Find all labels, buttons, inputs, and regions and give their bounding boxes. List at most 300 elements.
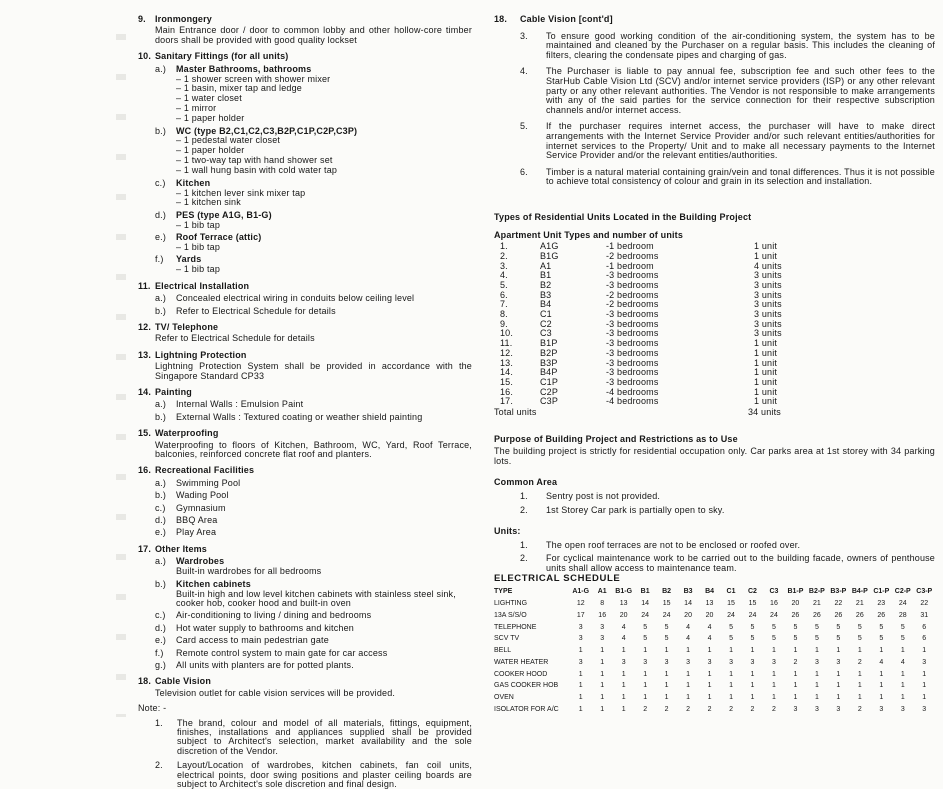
electrical-cell-value: 20 [705,611,714,619]
sub-item-body [176,528,472,537]
unit-bedrooms: -3 bedrooms [606,347,659,358]
electrical-cell-value: 15 [748,599,757,607]
sub-item-body [176,504,472,513]
numbered-item [520,168,935,187]
section-number: 12. [138,321,152,332]
sub-item [155,557,472,576]
electrical-cell-value: 26 [877,611,886,619]
electrical-row [494,646,935,658]
units-rule-item [520,541,935,551]
apartment-row-number: 15. [500,376,514,387]
unit-code: C3P [540,396,559,407]
sub-item [155,127,472,176]
sub-item-text: Refer to Electrical Schedule for details [176,305,336,316]
electrical-cell-value: 1 [922,694,927,702]
electrical-cell-value: 1 [578,682,583,690]
numbered-item [520,122,935,160]
sub-item [155,624,472,633]
apartment-row [494,339,935,349]
sub-item-label: d.) [155,209,167,220]
electrical-cell-value: 4 [900,658,905,666]
unit-code: A1G [540,241,559,252]
unit-bedrooms: -3 bedrooms [606,318,659,329]
electrical-cell-value: 3 [664,658,669,666]
unit-bedrooms: -3 bedrooms [606,270,659,281]
electrical-cell-value: 5 [879,635,884,643]
electrical-cell-value: 1 [836,670,841,678]
fitting-item: – 1 shower screen with shower mixer [176,73,331,84]
electrical-cell-value: 1 [836,694,841,702]
sub-item [155,255,472,274]
electrical-row-label: LIGHTING [494,599,528,607]
electrical-cell-value: 1 [836,647,841,655]
sub-item [155,233,472,252]
electrical-cell-value: 20 [791,599,800,607]
sub-item-body [176,255,472,274]
unit-type-column-header: B1-P [787,588,804,596]
electrical-cell-value: 24 [662,611,671,619]
sub-item-body [176,233,472,252]
apartment-row-number: 12. [500,347,514,358]
sub-item [155,661,472,670]
section-paragraph: Television outlet for cable vision services will be provided. [155,687,396,698]
item-text: Sentry post is not provided. [546,491,661,502]
electrical-row-label: TELEPHONE [494,623,537,631]
electrical-cell-value: 1 [664,682,669,690]
unit-count: 4 units [754,260,782,271]
electrical-cell-value: 6 [922,635,927,643]
section-title: Cable Vision [155,676,212,687]
left-column [138,14,472,789]
section-title: Waterproofing [155,428,219,439]
apartment-row [494,368,935,378]
sub-item-text: Internal Walls : Emulsion Paint [176,399,304,410]
electrical-cell-value: 24 [770,611,778,619]
electrical-cell-value: 3 [750,658,755,666]
electrical-cell-value: 23 [877,599,886,607]
section-title: Lightning Protection [155,349,247,360]
unit-code: B4 [540,299,552,310]
unit-bedrooms: -3 bedrooms [606,357,659,368]
note-number: 1. [155,717,163,728]
numbered-item [520,67,935,115]
unit-type-column-header: C2-P [894,588,911,596]
section-title: TV/ Telephone [155,321,219,332]
electrical-cell-value: 1 [729,647,733,655]
sub-item-title: Kitchen cabinets [176,578,251,589]
sub-item-label: a.) [155,556,167,567]
cable-vision-contd-heading [494,15,935,25]
electrical-cell-value: 5 [772,635,776,643]
unit-bedrooms: -1 bedroom [606,241,654,252]
electrical-cell-value: 5 [643,623,648,631]
electrical-cell-value: 5 [857,635,862,643]
sub-item-title: Wardrobes [176,556,225,567]
electrical-cell-value: 1 [600,658,605,666]
electrical-cell-value: 1 [793,647,798,655]
section-number: 17. [138,543,152,554]
electrical-cell-value: 1 [836,682,841,690]
section-number: 13. [138,349,152,360]
electrical-cell-value: 20 [684,611,692,619]
apartment-row-number: 13. [500,357,514,368]
sub-item-label: b.) [155,411,167,422]
electrical-cell-value: 5 [793,623,798,631]
section [138,429,472,459]
electrical-cell-value: 3 [836,705,841,713]
sub-item-text: Wading Pool [176,490,229,501]
apartment-row [494,378,935,388]
sub-item-label: a.) [155,293,167,304]
unit-bedrooms: -2 bedrooms [606,299,659,310]
electrical-cell-value: 4 [686,635,691,643]
section-number: 11. [138,280,151,291]
electrical-row-label: GAS COOKER HOB [494,682,559,690]
electrical-cell-value: 2 [750,705,755,713]
sub-item-body [176,649,472,658]
electrical-cell-value: 1 [900,694,905,702]
unit-count: 3 units [754,279,782,290]
section-paragraph: Refer to Electrical Schedule for details [155,333,315,344]
electrical-cell-value: 15 [727,599,735,607]
electrical-schedule-table [494,587,935,717]
section-heading [138,677,472,686]
unit-count: 3 units [754,289,782,300]
section-heading [138,429,472,438]
electrical-cell-value: 5 [750,623,755,631]
electrical-cell-value: 2 [707,705,712,713]
electrical-cell-value: 1 [707,670,712,678]
electrical-cell-value: 1 [621,694,626,702]
electrical-row-label: SCV TV [494,635,520,643]
sub-item-label: d.) [155,622,167,633]
unit-code: A1 [540,260,552,271]
fitting-item: – 1 bib tap [176,242,221,253]
sub-item-label: f.) [155,647,164,658]
item-text: For cyclical maintenance work to be carried out to the building facade, owners of penthouse units shall allow access to maintenance team. [546,553,935,573]
electrical-cell-value: 3 [814,658,819,666]
electrical-cell-value: 5 [772,623,776,631]
sub-item-text: Play Area [176,527,217,538]
electrical-cell-value: 2 [772,705,776,713]
apartment-row [494,252,935,262]
sub-item-body [176,624,472,633]
electrical-cell-value: 1 [793,682,798,690]
sub-item-label: e.) [155,635,167,646]
electrical-cell-value: 1 [900,670,905,678]
sub-item [155,400,472,409]
sub-item-body [176,611,472,620]
unit-count: 3 units [754,318,782,329]
fitting-item: – 1 paper holder [176,145,245,156]
item-text: The open roof terraces are not to be enclosed or roofed over. [546,539,801,550]
note-label: Note: - [138,703,167,714]
sub-item-body [176,400,472,409]
unit-type-column-header: C1 [726,588,736,596]
electrical-row-label: OVEN [494,694,514,702]
electrical-cell-value: 1 [643,670,648,678]
apartment-row [494,388,935,398]
sub-item [155,211,472,230]
electrical-schedule-heading: ELECTRICAL SCHEDULE [494,572,621,584]
unit-code: B4P [540,367,558,378]
fitting-item: – 1 wall hung basin with cold water tap [176,165,338,176]
item-number: 6. [520,166,528,177]
electrical-cell-value: 3 [922,658,927,666]
unit-count: 1 unit [754,357,778,368]
unit-count: 1 unit [754,386,778,397]
electrical-cell-value: 1 [621,647,626,655]
electrical-cell-value: 5 [729,635,733,643]
electrical-cell-value: 1 [621,705,626,713]
electrical-cell-value: 1 [664,647,669,655]
sub-item-body [176,65,472,124]
electrical-cell-value: 3 [772,658,776,666]
unit-code: B2 [540,279,552,290]
apartment-row [494,271,935,281]
section-heading [138,545,472,554]
sub-item-text: Swimming Pool [176,477,241,488]
sub-item-label: a.) [155,63,167,74]
electrical-cell-value: 5 [643,635,648,643]
electrical-cell-value: 15 [662,599,671,607]
electrical-cell-value: 1 [772,670,776,678]
fitting-item: – 1 bib tap [176,219,221,230]
total-units-value: 34 units [748,407,781,418]
electrical-cell-value: 1 [879,682,884,690]
electrical-cell-value: 3 [643,658,648,666]
electrical-cell-value: 3 [578,635,583,643]
total-units-row [494,408,935,418]
electrical-cell-value: 1 [750,647,755,655]
apartment-row-number: 3. [500,260,508,271]
apartment-row-number: 5. [500,279,508,290]
electrical-cell-value: 24 [727,611,735,619]
electrical-cell-value: 3 [836,658,841,666]
apartment-row-number: 17. [500,396,514,407]
electrical-cell-value: 3 [793,705,798,713]
section-title: Cable Vision [cont'd] [520,14,613,24]
electrical-row [494,634,935,646]
electrical-cell-value: 3 [578,623,583,631]
electrical-cell-value: 2 [857,658,862,666]
sub-item [155,580,472,609]
electrical-cell-value: 1 [707,682,712,690]
fitting-item: – 1 basin, mixer tap and ledge [176,83,302,94]
sub-item [155,307,472,316]
section-number: 10. [138,51,152,62]
scan-binding-marks [116,0,126,717]
apartment-row-number: 16. [500,386,514,397]
electrical-row-label: COOKER HOOD [494,670,548,678]
electrical-cell-value: 1 [621,670,626,678]
electrical-cell-value: 1 [814,682,819,690]
electrical-cell-value: 17 [576,611,585,619]
unit-count: 3 units [754,299,782,310]
section [138,323,472,344]
electrical-cell-value: 4 [707,635,712,643]
electrical-cell-value: 1 [578,694,583,702]
sub-item-body [176,211,472,230]
electrical-cell-value: 1 [879,670,884,678]
sub-item-label: f.) [155,254,164,265]
unit-type-column-header: B2-P [808,588,825,596]
electrical-cell-value: 1 [922,682,927,690]
sub-item-label: b.) [155,305,167,316]
sub-item-title: Kitchen [176,177,211,188]
sub-item-text: Concealed electrical wiring in conduits below ceiling level [176,293,415,304]
electrical-cell-value: 20 [619,611,628,619]
electrical-cell-value: 16 [770,599,778,607]
electrical-cell-value: 28 [898,611,907,619]
apartment-row [494,291,935,301]
fitting-item: – 1 kitchen lever sink mixer tap [176,187,306,198]
purpose-text: The building project is strictly for residential occupation only. Car parks area at 1st storey with 34 parking lots. [494,446,935,466]
unit-bedrooms: -3 bedrooms [606,328,659,339]
electrical-cell-value: 1 [814,647,819,655]
sub-item-label: b.) [155,490,167,501]
apartment-row-number: 1. [500,241,508,252]
note-text: The brand, colour and model of all materials, fittings, equipment, finishes, installations and appliances supplied shall be provided subject to Architect's selection, market availability and the sole discretion of the Vendor. [177,717,472,756]
unit-count: 1 unit [754,396,778,407]
unit-type-column-header: A1-G [572,588,590,596]
unit-count: 3 units [754,309,782,320]
units-rule-item [520,554,935,573]
electrical-cell-value: 22 [920,599,929,607]
apartment-row [494,397,935,407]
sub-item-title: Roof Terrace (attic) [176,232,262,243]
unit-code: C1P [540,376,559,387]
sub-item-label: e.) [155,527,167,538]
section-number: 14. [138,387,152,397]
sub-item-body [176,413,472,422]
electrical-cell-value: 1 [857,670,862,678]
fitting-item: – 1 mirror [176,103,217,114]
right-column [494,15,935,717]
sub-item-body [176,179,472,208]
unit-code: B3 [540,289,552,300]
item-text: If the purchaser requires internet access, the purchaser will have to make direct arrangements with the Internet Service Provider and/or such relevant entities/authorities for internet services to the Property/ Unit and to make all necessary payments to the Internet Service Provider and/or the relevant entities/authorities. [546,121,935,161]
apartment-row [494,359,935,369]
sub-item [155,294,472,303]
sub-item [155,504,472,513]
sub-item-label: d.) [155,515,167,526]
electrical-cell-value: 5 [793,635,798,643]
purpose-heading: Purpose of Building Project and Restrictions as to Use [494,433,738,444]
electrical-cell-value: 1 [772,682,776,690]
note-item [155,719,472,757]
section-number: 15. [138,428,152,439]
section-heading [138,52,472,61]
section-title: Sanitary Fittings (for all units) [155,51,289,62]
electrical-cell-value: 1 [793,670,798,678]
sub-item-text: BBQ Area [176,515,218,526]
electrical-row-label: 13A S/S/O [494,611,527,619]
fitting-item: Built-in high and low level kitchen cabinets with stainless steel sink, cooker hob, cooker hood and built-in oven [176,588,456,608]
electrical-cell-value: 3 [707,658,712,666]
electrical-cell-value: 1 [600,647,605,655]
unit-bedrooms: -4 bedrooms [606,396,659,407]
electrical-cell-value: 1 [707,694,712,702]
apartment-row [494,320,935,330]
fitting-item: – 1 paper holder [176,113,245,124]
apartment-row-number: 4. [500,270,508,281]
fitting-item: – 1 water closet [176,93,242,104]
section-title: Electrical Installation [155,280,250,291]
electrical-cell-value: 5 [900,623,905,631]
sub-item-label: g.) [155,659,167,670]
unit-type-column-header: C1-P [873,588,890,596]
electrical-cell-value: 24 [748,611,757,619]
electrical-cell-value: 5 [900,635,905,643]
electrical-cell-value: 16 [598,611,607,619]
unit-bedrooms: -3 bedrooms [606,279,659,290]
section [138,388,472,422]
electrical-cell-value: 26 [855,611,864,619]
electrical-row [494,681,935,693]
section-paragraph: Main Entrance door / door to common lobby and other hollow-core timber doors shall be provided with good quality lockset [155,25,472,45]
electrical-cell-value: 1 [621,682,626,690]
electrical-cell-value: 26 [812,611,821,619]
apartment-row [494,281,935,291]
electrical-cell-value: 1 [600,694,605,702]
electrical-cell-value: 2 [686,705,691,713]
electrical-cell-value: 1 [643,647,648,655]
electrical-cell-value: 1 [814,694,819,702]
sub-item-body [176,294,472,303]
section-number: 9. [138,14,146,24]
sub-item [155,179,472,208]
electrical-cell-value: 2 [664,705,669,713]
unit-code: C2 [540,318,552,329]
apartment-row-number: 9. [500,318,508,329]
sub-item-text: Card access to main pedestrian gate [176,635,329,646]
unit-bedrooms: -3 bedrooms [606,309,659,320]
electrical-row [494,693,935,705]
residential-units-heading: Types of Residential Units Located in the Building Project [494,211,752,222]
sub-item [155,528,472,537]
unit-type-column-header: B3 [683,588,693,596]
unit-type-column-header: B4-P [851,588,868,596]
electrical-row [494,599,935,611]
electrical-cell-value: 3 [686,658,691,666]
unit-count: 3 units [754,328,782,339]
common-area-item [520,506,935,516]
note-text: Layout/Location of wardrobes, kitchen cabinets, fan coil units, electrical points, door swing positions and plaster ceiling boards are subject to Architect's sole discretion and final design. [177,760,472,789]
electrical-cell-value: 4 [686,623,691,631]
sub-item [155,65,472,124]
electrical-cell-value: 4 [879,658,884,666]
electrical-cell-value: 5 [857,623,862,631]
electrical-cell-value: 21 [855,599,864,607]
electrical-cell-value: 1 [686,647,691,655]
unit-code: C2P [540,386,559,397]
sub-item-title: WC (type B2,C1,C2,C3,B2P,C1P,C2P,C3P) [176,125,358,136]
electrical-cell-value: 3 [621,658,626,666]
electrical-cell-value: 5 [664,623,669,631]
electrical-cell-value: 1 [729,694,733,702]
electrical-cell-value: 3 [900,705,905,713]
type-column-header: TYPE [494,588,513,596]
sub-item-body [176,307,472,316]
fitting-item: – 1 bib tap [176,264,221,275]
unit-bedrooms: -2 bedrooms [606,289,659,300]
electrical-cell-value: 1 [900,682,905,690]
section-number: 18. [494,14,508,24]
unit-code: C3 [540,328,552,339]
section-heading [138,351,472,360]
electrical-row-label: BELL [494,647,512,655]
